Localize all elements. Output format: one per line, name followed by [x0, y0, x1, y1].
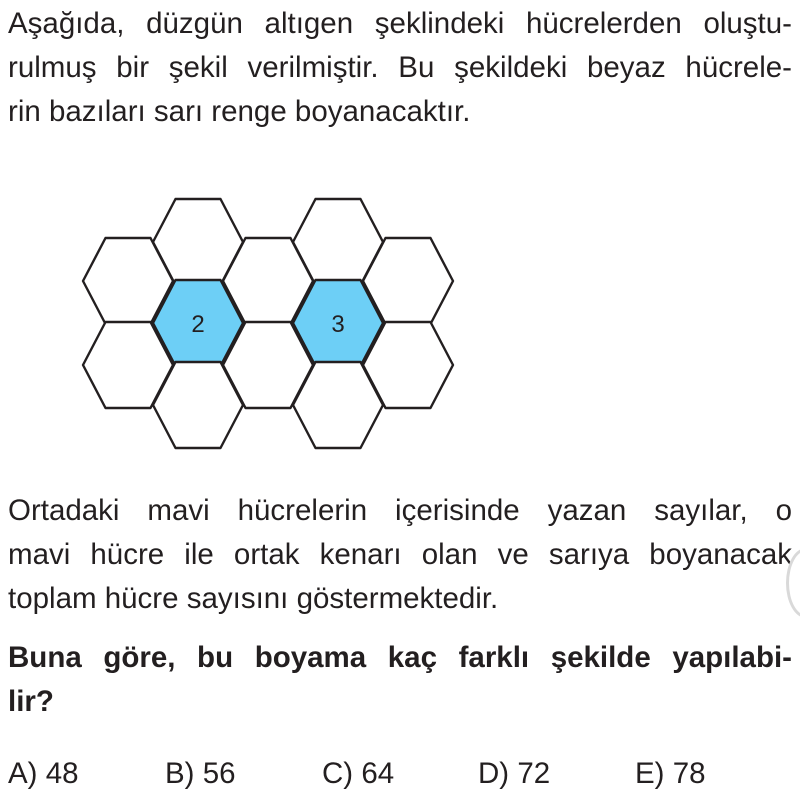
explanation-line: toplam hücre sayısını göstermektedir. [8, 582, 499, 615]
intro-line: rulmuş bir şekil verilmiştir. Bu şekildeki beyaz hücrele- [8, 51, 792, 84]
explanation-line: mavi hücre ile ortak kenarı olan ve sarıya boyanacak [8, 538, 792, 571]
intro-paragraph [8, 2, 792, 134]
intro-line: Aşağıda, düzgün altıgen şeklindeki hücrelerden oluştu- [8, 7, 792, 40]
hex-cell-number: 2 [191, 311, 205, 338]
explanation-paragraph [8, 489, 792, 621]
question-text [8, 636, 792, 724]
answer-choices [8, 752, 798, 796]
choice-c[interactable]: C) 64 [322, 757, 395, 790]
question-line: Buna göre, bu boyama kaç farklı şekilde yapılabi- [8, 641, 792, 674]
choice-b[interactable]: B) 56 [165, 757, 236, 790]
choice-a[interactable]: A) 48 [8, 757, 79, 790]
intro-line: rin bazıları sarı renge boyanacaktır. [8, 95, 471, 128]
hexagon-figure [70, 195, 470, 451]
explanation-line: Ortadaki mavi hücrelerin içerisinde yazan sayılar, o [8, 494, 792, 527]
hex-cell-number: 3 [331, 311, 345, 338]
question-line: lir? [8, 685, 54, 718]
choice-d[interactable]: D) 72 [478, 757, 551, 790]
choice-e[interactable]: E) 78 [635, 757, 706, 790]
